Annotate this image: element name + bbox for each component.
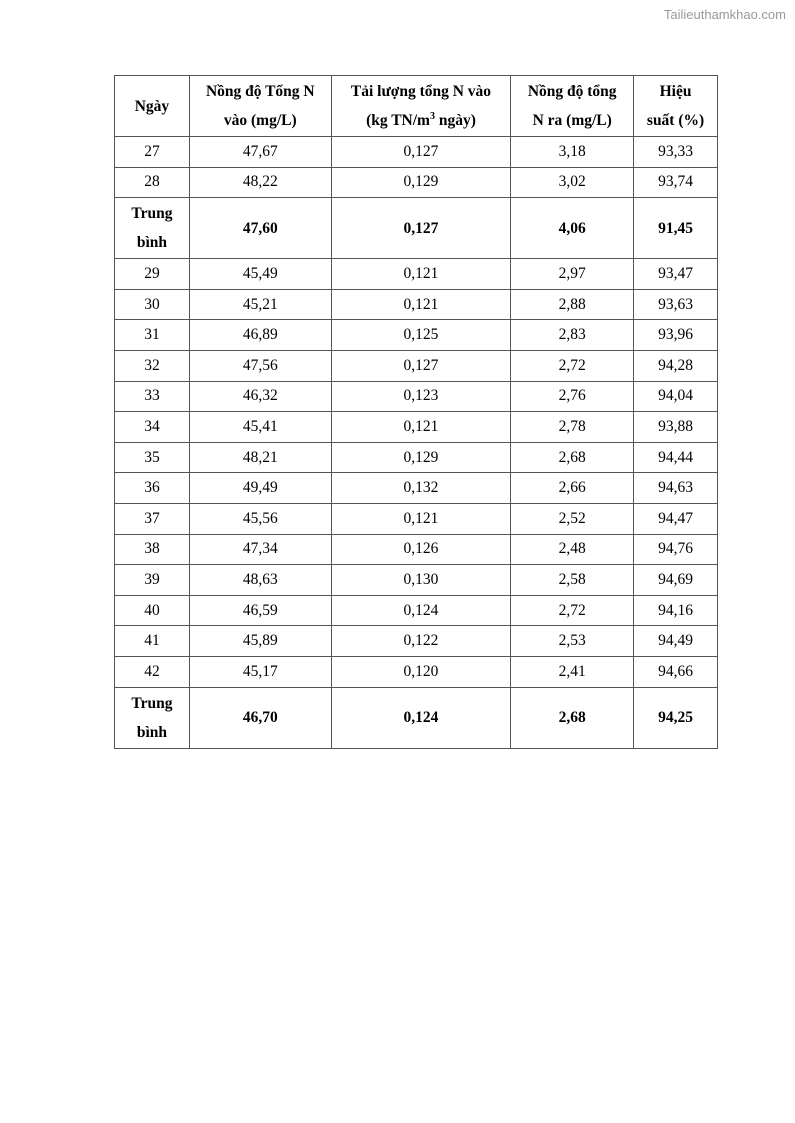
- cell-tn-out: 2,78: [511, 412, 634, 443]
- cell-tn-in: 45,17: [189, 656, 331, 687]
- cell-tn-out: 3,18: [511, 137, 634, 168]
- cell-tn-in: 46,32: [189, 381, 331, 412]
- table-row: [115, 289, 718, 320]
- cell-tn-in: 45,21: [189, 289, 331, 320]
- cell-day: 42: [115, 656, 190, 687]
- cell-day: 31: [115, 320, 190, 351]
- average-label-line: Trung: [131, 694, 173, 712]
- cell-tn-out: 2,52: [511, 503, 634, 534]
- cell-day: 36: [115, 473, 190, 504]
- table-row: [115, 167, 718, 198]
- cell-tn-out: 2,53: [511, 626, 634, 657]
- table-row: [115, 259, 718, 290]
- cell-load: 0,120: [331, 656, 511, 687]
- cell-day: 32: [115, 350, 190, 381]
- cell-tn-out: 2,72: [511, 595, 634, 626]
- cell-tn-in: 46,89: [189, 320, 331, 351]
- cell-tn-in: 47,60: [189, 198, 331, 259]
- cell-tn-in: 49,49: [189, 473, 331, 504]
- header-eff-line1: Hiệu: [659, 83, 692, 100]
- header-tn-out-line1: Nồng độ tổng: [527, 83, 617, 100]
- cell-tn-in: 48,22: [189, 167, 331, 198]
- average-row: [115, 687, 718, 748]
- cell-efficiency: 94,47: [634, 503, 718, 534]
- cell-efficiency: 93,47: [634, 259, 718, 290]
- table-row: [115, 137, 718, 168]
- cell-day: 39: [115, 565, 190, 596]
- watermark: Tailieuthamkhao.com: [663, 7, 786, 22]
- cell-day: 28: [115, 167, 190, 198]
- cell-day: 30: [115, 289, 190, 320]
- cell-tn-out: 2,48: [511, 534, 634, 565]
- header-load-line1: Tải lượng tổng N vào: [350, 83, 492, 100]
- cell-load: 0,123: [331, 381, 511, 412]
- header-tn-in-line2: vào (mg/L): [223, 112, 297, 129]
- cell-load: 0,127: [331, 198, 511, 259]
- cell-efficiency: 94,28: [634, 350, 718, 381]
- cell-efficiency: 94,69: [634, 565, 718, 596]
- cell-efficiency: 93,63: [634, 289, 718, 320]
- cell-tn-out: 2,76: [511, 381, 634, 412]
- cell-day: [115, 687, 190, 748]
- cell-day: [115, 198, 190, 259]
- cell-efficiency: 93,74: [634, 167, 718, 198]
- cell-day: 27: [115, 137, 190, 168]
- cell-day: 33: [115, 381, 190, 412]
- table-row: [115, 656, 718, 687]
- header-tn-out-line2: N ra (mg/L): [532, 112, 612, 129]
- cell-tn-in: 45,56: [189, 503, 331, 534]
- cell-efficiency: 94,16: [634, 595, 718, 626]
- cell-day: 35: [115, 442, 190, 473]
- cell-tn-out: 2,66: [511, 473, 634, 504]
- cell-load: 0,121: [331, 259, 511, 290]
- cell-tn-in: 46,70: [189, 687, 331, 748]
- cell-efficiency: 94,76: [634, 534, 718, 565]
- header-day-label: Ngày: [134, 97, 170, 115]
- cell-tn-out: 2,97: [511, 259, 634, 290]
- header-load-sup: 3: [429, 110, 435, 122]
- cell-load: 0,126: [331, 534, 511, 565]
- cell-efficiency: 91,45: [634, 198, 718, 259]
- table-row: [115, 412, 718, 443]
- cell-load: 0,127: [331, 137, 511, 168]
- header-day: [115, 76, 190, 137]
- cell-tn-in: 47,67: [189, 137, 331, 168]
- cell-efficiency: 93,96: [634, 320, 718, 351]
- header-load-line2b: ngày): [434, 112, 476, 129]
- cell-efficiency: 93,88: [634, 412, 718, 443]
- cell-efficiency: 94,44: [634, 442, 718, 473]
- table-row: [115, 473, 718, 504]
- cell-tn-in: 45,89: [189, 626, 331, 657]
- header-efficiency: [634, 76, 718, 137]
- cell-load: 0,122: [331, 626, 511, 657]
- cell-tn-out: 2,88: [511, 289, 634, 320]
- cell-load: 0,129: [331, 442, 511, 473]
- average-label-line: bình: [136, 234, 168, 252]
- cell-efficiency: 94,25: [634, 687, 718, 748]
- cell-efficiency: 93,33: [634, 137, 718, 168]
- header-load-line2a: (kg TN/m: [366, 112, 430, 129]
- header-eff-line2: suất (%): [646, 112, 705, 129]
- table-row: [115, 320, 718, 351]
- cell-tn-in: 47,56: [189, 350, 331, 381]
- header-tn-out: [511, 76, 634, 137]
- table-row: [115, 503, 718, 534]
- table-row: [115, 626, 718, 657]
- cell-tn-out: 2,83: [511, 320, 634, 351]
- cell-load: 0,121: [331, 412, 511, 443]
- cell-day: 34: [115, 412, 190, 443]
- cell-tn-in: 46,59: [189, 595, 331, 626]
- table-row: [115, 350, 718, 381]
- cell-load: 0,124: [331, 595, 511, 626]
- cell-tn-out: 4,06: [511, 198, 634, 259]
- nitrogen-data-table: [114, 75, 718, 749]
- cell-day: 41: [115, 626, 190, 657]
- table-row: [115, 595, 718, 626]
- cell-tn-out: 2,41: [511, 656, 634, 687]
- table-row: [115, 565, 718, 596]
- cell-tn-out: 2,68: [511, 687, 634, 748]
- cell-load: 0,125: [331, 320, 511, 351]
- cell-tn-in: 48,21: [189, 442, 331, 473]
- cell-load: 0,129: [331, 167, 511, 198]
- cell-tn-in: 47,34: [189, 534, 331, 565]
- average-label-line: Trung: [131, 205, 173, 223]
- table-row: [115, 381, 718, 412]
- cell-load: 0,132: [331, 473, 511, 504]
- table-body: [115, 137, 718, 749]
- cell-efficiency: 94,49: [634, 626, 718, 657]
- cell-efficiency: 94,66: [634, 656, 718, 687]
- cell-tn-in: 48,63: [189, 565, 331, 596]
- cell-efficiency: 94,63: [634, 473, 718, 504]
- cell-day: 38: [115, 534, 190, 565]
- cell-tn-in: 45,41: [189, 412, 331, 443]
- average-row: [115, 198, 718, 259]
- header-tn-in-line1: Nồng độ Tổng N: [205, 83, 315, 100]
- average-label-line: bình: [136, 723, 168, 741]
- table-row: [115, 442, 718, 473]
- table-header-row: [115, 76, 718, 137]
- cell-tn-out: 2,58: [511, 565, 634, 596]
- cell-day: 29: [115, 259, 190, 290]
- cell-tn-out: 2,72: [511, 350, 634, 381]
- cell-load: 0,130: [331, 565, 511, 596]
- cell-day: 40: [115, 595, 190, 626]
- cell-tn-in: 45,49: [189, 259, 331, 290]
- cell-efficiency: 94,04: [634, 381, 718, 412]
- cell-load: 0,121: [331, 503, 511, 534]
- table-row: [115, 534, 718, 565]
- cell-tn-out: 3,02: [511, 167, 634, 198]
- cell-load: 0,121: [331, 289, 511, 320]
- header-tn-in: [189, 76, 331, 137]
- cell-load: 0,127: [331, 350, 511, 381]
- header-load: [331, 76, 511, 137]
- cell-day: 37: [115, 503, 190, 534]
- cell-tn-out: 2,68: [511, 442, 634, 473]
- cell-load: 0,124: [331, 687, 511, 748]
